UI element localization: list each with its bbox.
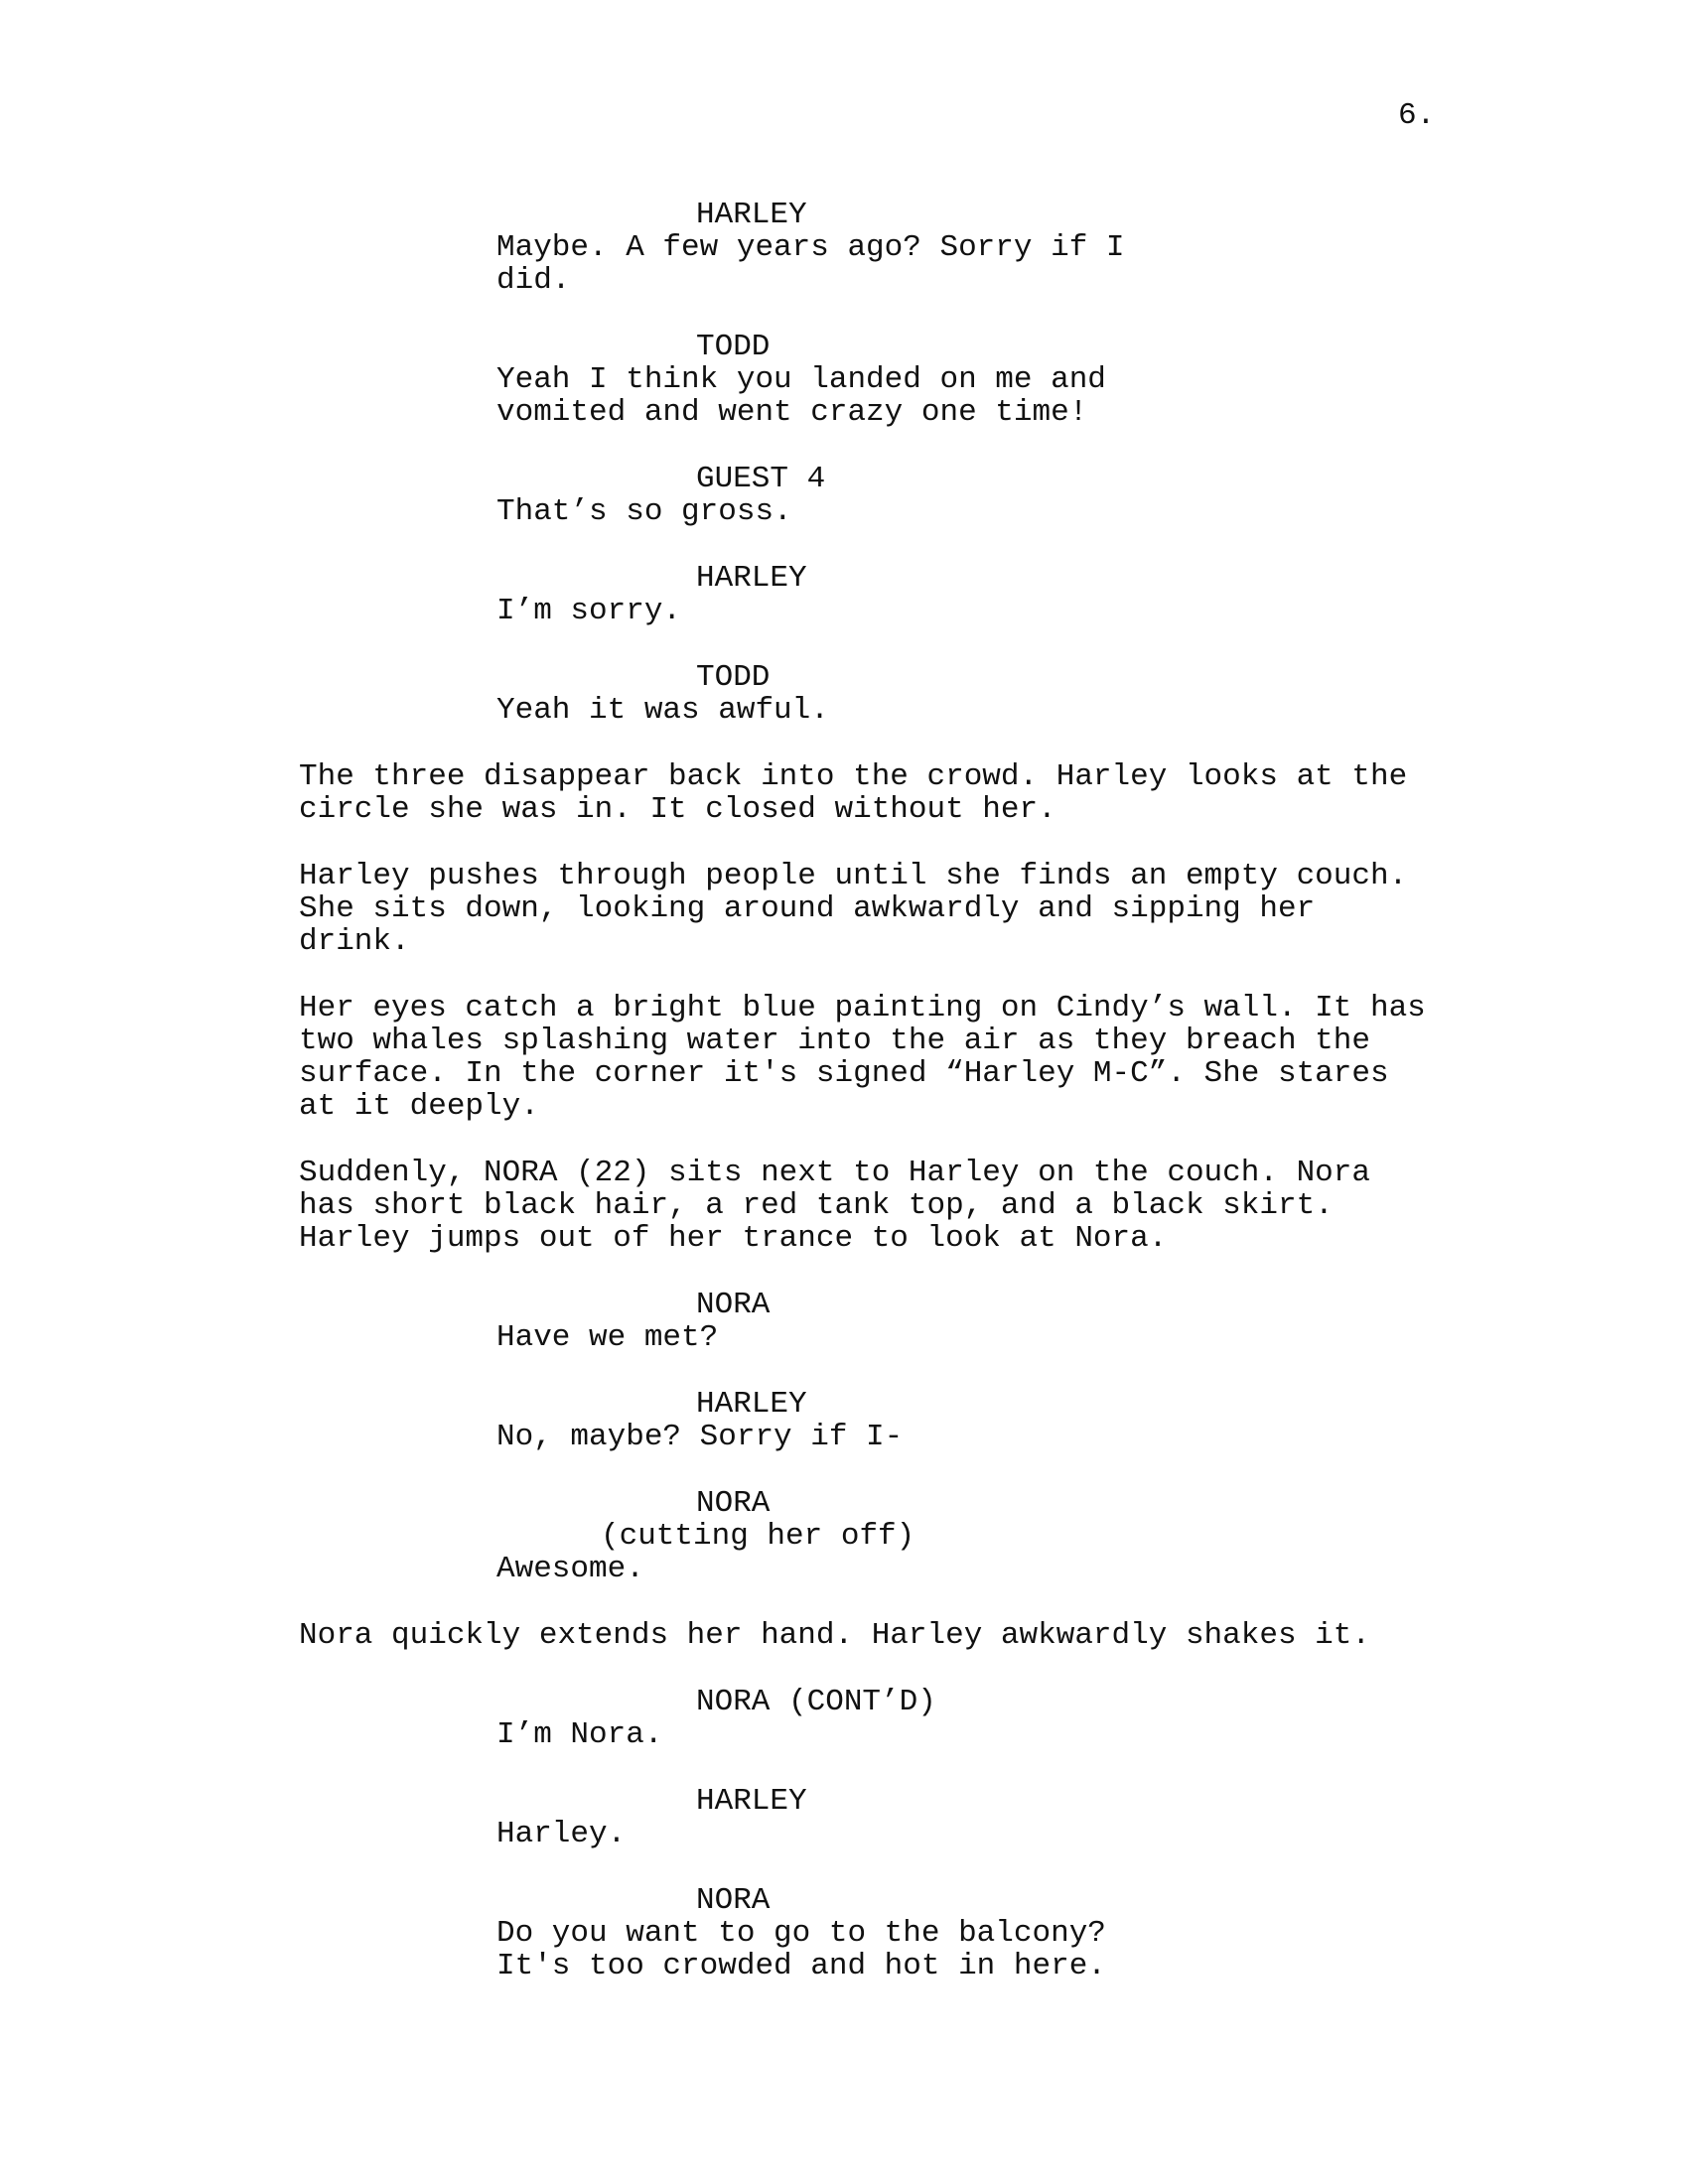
dialogue-line: Maybe. A few years ago? Sorry if I bbox=[496, 230, 1125, 265]
action-line: two whales splashing water into the air as they breach the bbox=[299, 1024, 1370, 1058]
dialogue-line: Do you want to go to the balcony? bbox=[496, 1916, 1106, 1951]
action-line: drink. bbox=[299, 924, 410, 959]
action-line: circle she was in. It closed without her. bbox=[299, 792, 1056, 827]
character-cue: HARLEY bbox=[696, 1784, 807, 1819]
character-cue: HARLEY bbox=[696, 561, 807, 596]
action-line: has short black hair, a red tank top, and a black skirt. bbox=[299, 1188, 1334, 1223]
character-cue: NORA (CONT’D) bbox=[696, 1685, 936, 1719]
character-cue: NORA bbox=[696, 1486, 771, 1521]
action-line: Suddenly, NORA (22) sits next to Harley on the couch. Nora bbox=[299, 1156, 1370, 1190]
action-line: Harley pushes through people until she finds an empty couch. bbox=[299, 859, 1408, 893]
action-line: She sits down, looking around awkwardly and sipping her bbox=[299, 891, 1316, 926]
character-cue: GUEST 4 bbox=[696, 462, 826, 496]
action-line: Harley jumps out of her trance to look at Nora. bbox=[299, 1221, 1168, 1256]
character-cue: NORA bbox=[696, 1288, 771, 1322]
character-cue: TODD bbox=[696, 660, 771, 695]
character-cue: HARLEY bbox=[696, 198, 807, 232]
action-line: at it deeply. bbox=[299, 1089, 539, 1124]
character-cue: TODD bbox=[696, 330, 771, 364]
page-number: 6. bbox=[1398, 98, 1436, 133]
dialogue-line: I’m Nora. bbox=[496, 1717, 663, 1752]
action-line: surface. In the corner it's signed “Harley M-C”. She stares bbox=[299, 1056, 1389, 1091]
dialogue-line: It's too crowded and hot in here. bbox=[496, 1949, 1106, 1983]
character-cue: NORA bbox=[696, 1883, 771, 1918]
dialogue-line: Yeah it was awful. bbox=[496, 693, 829, 728]
dialogue-line: I’m sorry. bbox=[496, 594, 682, 628]
action-line: Her eyes catch a bright blue painting on Cindy’s wall. It has bbox=[299, 991, 1426, 1025]
dialogue-line: That’s so gross. bbox=[496, 494, 792, 529]
dialogue-line: Awesome. bbox=[496, 1552, 644, 1586]
dialogue-line: No, maybe? Sorry if I- bbox=[496, 1420, 904, 1454]
action-line: Nora quickly extends her hand. Harley awkwardly shakes it. bbox=[299, 1618, 1370, 1653]
dialogue-line: vomited and went crazy one time! bbox=[496, 395, 1088, 430]
dialogue-line: did. bbox=[496, 263, 571, 298]
dialogue-line: Have we met? bbox=[496, 1320, 719, 1355]
dialogue-line: Yeah I think you landed on me and bbox=[496, 362, 1106, 397]
action-line: The three disappear back into the crowd. Harley looks at the bbox=[299, 759, 1408, 794]
dialogue-line: Harley. bbox=[496, 1817, 627, 1851]
character-cue: HARLEY bbox=[696, 1387, 807, 1422]
parenthetical: (cutting her off) bbox=[601, 1519, 915, 1554]
